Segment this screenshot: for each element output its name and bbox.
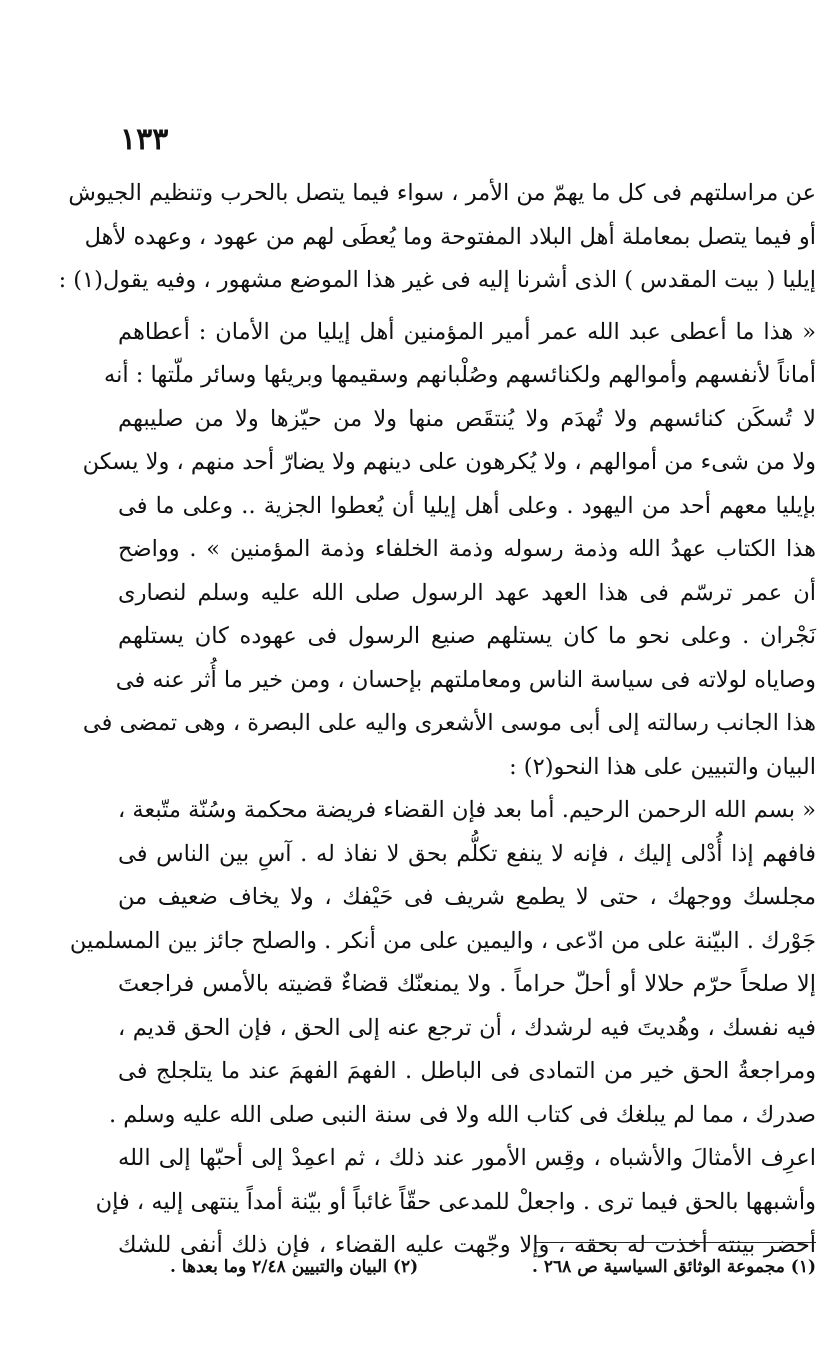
page-number: ١٣٣ bbox=[120, 122, 169, 157]
text-line: نَجْران . وعلى نحو ما كان يستلهم صنيع الرسول فى عهوده كان يستلهم bbox=[118, 623, 816, 649]
text-line: صدرك ، مما لم يبلغك فى كتاب الله ولا فى سنة النبى صلى الله عليه وسلم . bbox=[108, 1101, 816, 1128]
paragraph-covenant bbox=[82, 311, 816, 790]
text-line: مجلسك ووجهك ، حتى لا يطمع شريف فى حَيْفك ، ولا يخاف ضعيف من bbox=[118, 884, 816, 910]
footnotes bbox=[170, 1250, 816, 1284]
text-line: هذا الكتاب عهدُ الله وذمة رسوله وذمة الخلفاء وذمة المؤمنين » . وواضح bbox=[118, 536, 816, 562]
text-line: أن عمر ترسّم فى هذا العهد عهد الرسول صلى الله عليه وسلم لنصارى bbox=[118, 579, 816, 606]
text-line: عن مراسلتهم فى كل ما يهمّ من الأمر ، سواء فيما يتصل بالحرب وتنظيم الجيوش bbox=[68, 180, 816, 206]
text-line: ولا من شىء من أموالهم ، ولا يُكرهون على دينهم ولا يضارّ أحد منهم ، ولا يسكن bbox=[82, 449, 816, 475]
text-line: لا تُسكَن كنائسهم ولا تُهدَم ولا يُنتقَص منها ولا من حيّزها ولا من صليبهم bbox=[118, 405, 816, 432]
text-line: إيليا ( بيت المقدس ) الذى أشرنا إليه فى غير هذا الموضع مشهور ، وفيه يقول(١) : bbox=[58, 267, 816, 293]
text-line: إلا صلحاً حرّم حلالا أو أحلّ حراماً . ولا يمنعنّك قضاءٌ قضيته بالأمس فراجعتَ bbox=[118, 971, 816, 997]
footnote-divider bbox=[536, 1242, 816, 1243]
text-line: وأشبهها بالحق فيما ترى . واجعلْ للمدعى حقّاً غائباً أو بيّنة أمداً ينتهى إليه ، فإن bbox=[95, 1188, 816, 1215]
text-line: أحضر بينته أخذت له بحقه ، وإلا وجّهت عليه القضاء ، فإن ذلك أنفى للشك bbox=[118, 1232, 816, 1258]
text-line: فيه نفسك ، وهُديتَ فيه لرشدك ، أن ترجع عنه إلى الحق ، فإن الحق قديم ، bbox=[118, 1014, 816, 1041]
text-line: اعرِف الأمثالَ والأشباه ، وقِس الأمور عند ذلك ، ثم اعمِدْ إلى أحبّها إلى الله bbox=[118, 1145, 816, 1171]
footnote-2: (٢) البيان والتبيين ٢/٤٨ وما بعدها . bbox=[170, 1257, 419, 1277]
footnote-1: (١) مجموعة الوثائق السياسية ص ٢٦٨ . bbox=[532, 1257, 816, 1277]
text-line: أماناً لأنفسهم وأموالهم ولكنائسهم وصُلْبانهم وسقيمها وبريئها وسائر ملّتها : أنه bbox=[104, 362, 816, 388]
paragraph-intro bbox=[58, 172, 816, 303]
body-text bbox=[58, 172, 816, 1268]
text-line: ومراجعةُ الحق خير من التمادى فى الباطل . الفهمَ الفهمَ عند ما يتلجلج فى bbox=[118, 1058, 816, 1084]
text-line: « هذا ما أعطى عبد الله عمر أمير المؤمنين أهل إيليا من الأمان : أعطاهم bbox=[118, 318, 816, 345]
text-line: « بسم الله الرحمن الرحيم. أما بعد فإن القضاء فريضة محكمة وسُنّة متّبعة ، bbox=[118, 797, 816, 823]
text-line: فافهم إذا أُدْلى إليك ، فإنه لا ينفع تكلُّم بحق لا نفاذ له . آسِ بين الناس فى bbox=[118, 840, 816, 867]
text-line: أو فيما يتصل بمعاملة أهل البلاد المفتوحة وما يُعطَى لهم من عهود ، وعهده لأهل bbox=[84, 223, 816, 250]
text-line: البيان والتبيين على هذا النحو(٢) : bbox=[509, 753, 816, 780]
text-line: هذا الجانب رسالته إلى أبى موسى الأشعرى واليه على البصرة ، وهى تمضى فى bbox=[82, 710, 816, 736]
paragraph-letter bbox=[69, 789, 816, 1268]
text-line: جَوْرك . البيّنة على من ادّعى ، واليمين على من أنكر . والصلح جائز بين المسلمين bbox=[69, 927, 816, 954]
text-line: وصاياه لولاته فى سياسة الناس ومعاملتهم بإحسان ، ومن خير ما أُثر عنه فى bbox=[115, 666, 816, 693]
text-line: بإيليا معهم أحد من اليهود . وعلى أهل إيليا أن يُعطوا الجزية .. وعلى ما فى bbox=[118, 492, 816, 519]
